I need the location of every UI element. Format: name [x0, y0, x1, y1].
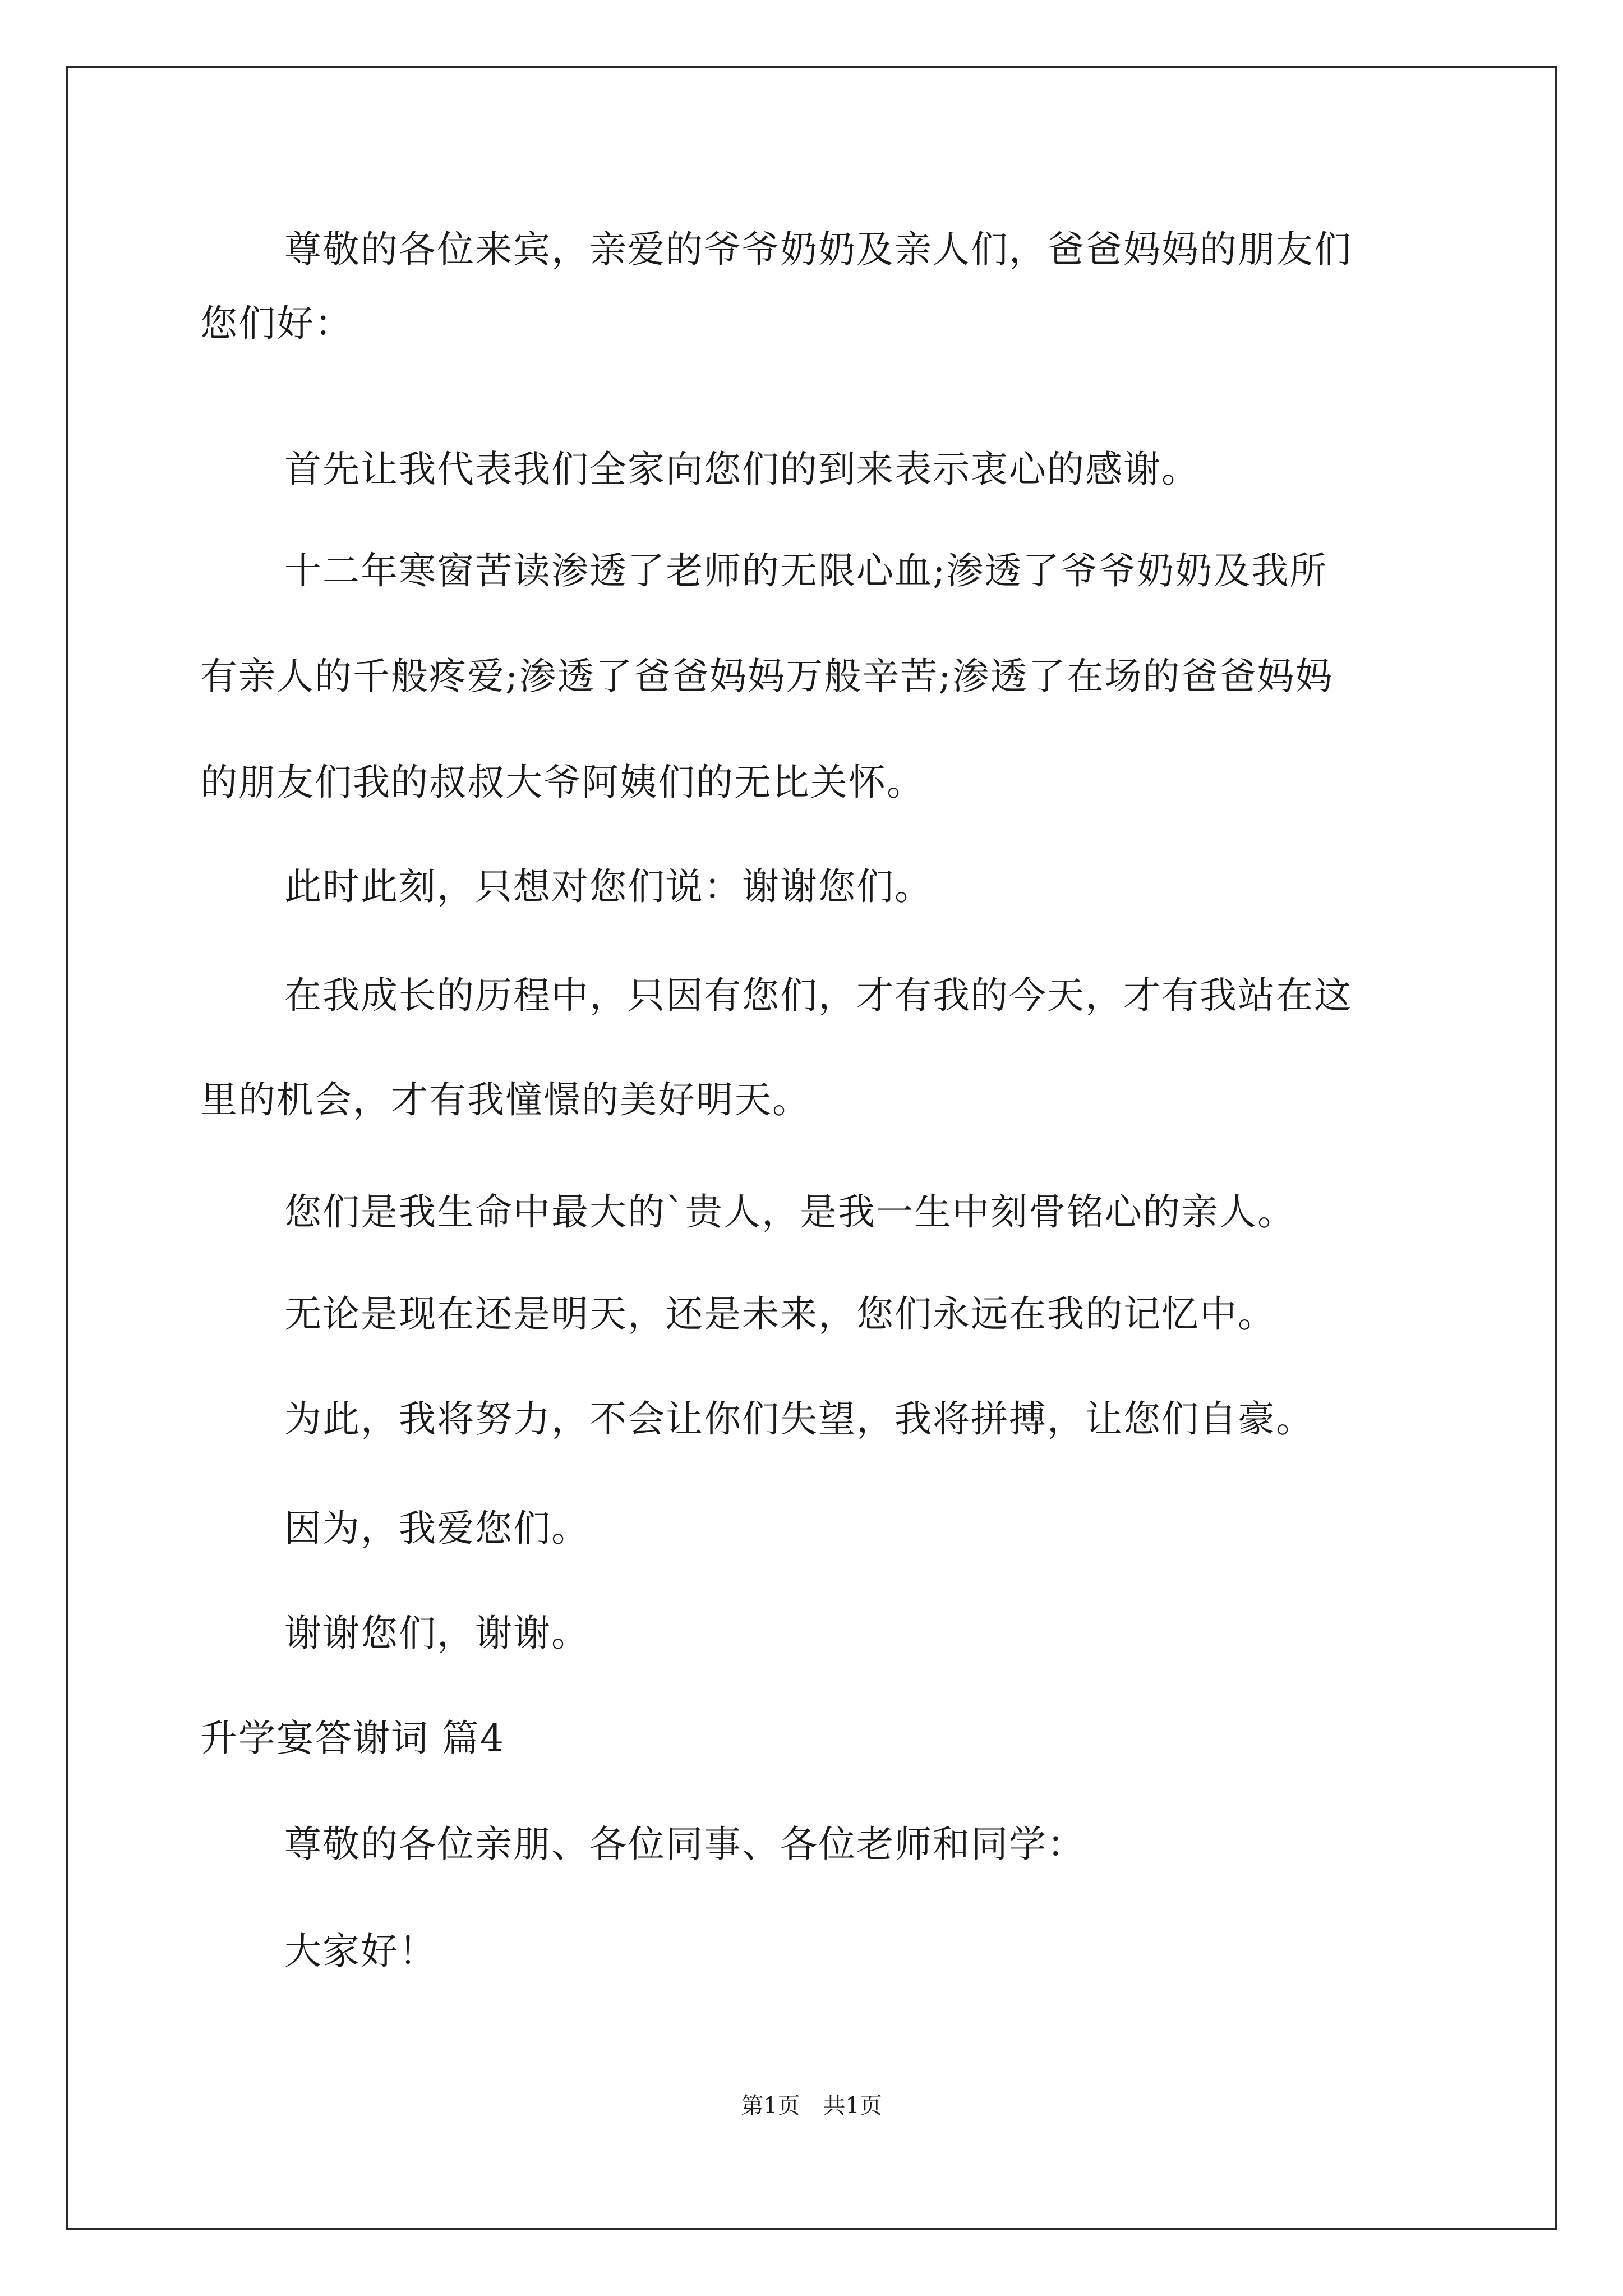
paragraph-line: 因为，我爱您们。 [284, 1507, 589, 1550]
paragraph-line: 有亲人的千般疼爱;渗透了爸爸妈妈万般辛苦;渗透了在场的爸爸妈妈 [200, 655, 1334, 698]
paragraph-line: 尊敬的各位亲朋、各位同事、各位老师和同学： [284, 1823, 1085, 1866]
page-number: 第1页 [741, 2093, 800, 2119]
paragraph-line: 在我成长的历程中，只因有您们，才有我的今天，才有我站在这 [284, 974, 1352, 1017]
page-total: 共1页 [823, 2093, 882, 2119]
section-heading: 升学宴答谢词 篇4 [200, 1717, 505, 1760]
paragraph-line: 里的机会，才有我憧憬的美好明天。 [200, 1078, 810, 1121]
paragraph-line: 此时此刻，只想对您们说：谢谢您们。 [284, 865, 933, 908]
paragraph-line: 无论是现在还是明天，还是未来，您们永远在我的记忆中。 [284, 1292, 1276, 1336]
paragraph-line: 十二年寒窗苦读渗透了老师的无限心血;渗透了爷爷奶奶及我所 [284, 549, 1328, 592]
paragraph-line: 大家好！ [284, 1930, 437, 1973]
page-border [66, 66, 1557, 2230]
paragraph-line: 谢谢您们，谢谢。 [284, 1612, 589, 1655]
paragraph-line: 您们是我生命中最大的`贵人，是我一生中刻骨铭心的亲人。 [284, 1190, 1295, 1234]
paragraph-line: 首先让我代表我们全家向您们的到来表示衷心的感谢。 [284, 448, 1200, 491]
paragraph-line: 为此，我将努力，不会让你们失望，我将拼搏，让您们自豪。 [284, 1397, 1314, 1441]
page-footer [0, 2088, 1623, 2120]
paragraph-line: 的朋友们我的叔叔大爷阿姨们的无比关怀。 [200, 761, 925, 804]
paragraph-line: 尊敬的各位来宾，亲爱的爷爷奶奶及亲人们，爸爸妈妈的朋友们 [284, 228, 1352, 271]
paragraph-line: 您们好： [200, 302, 353, 345]
